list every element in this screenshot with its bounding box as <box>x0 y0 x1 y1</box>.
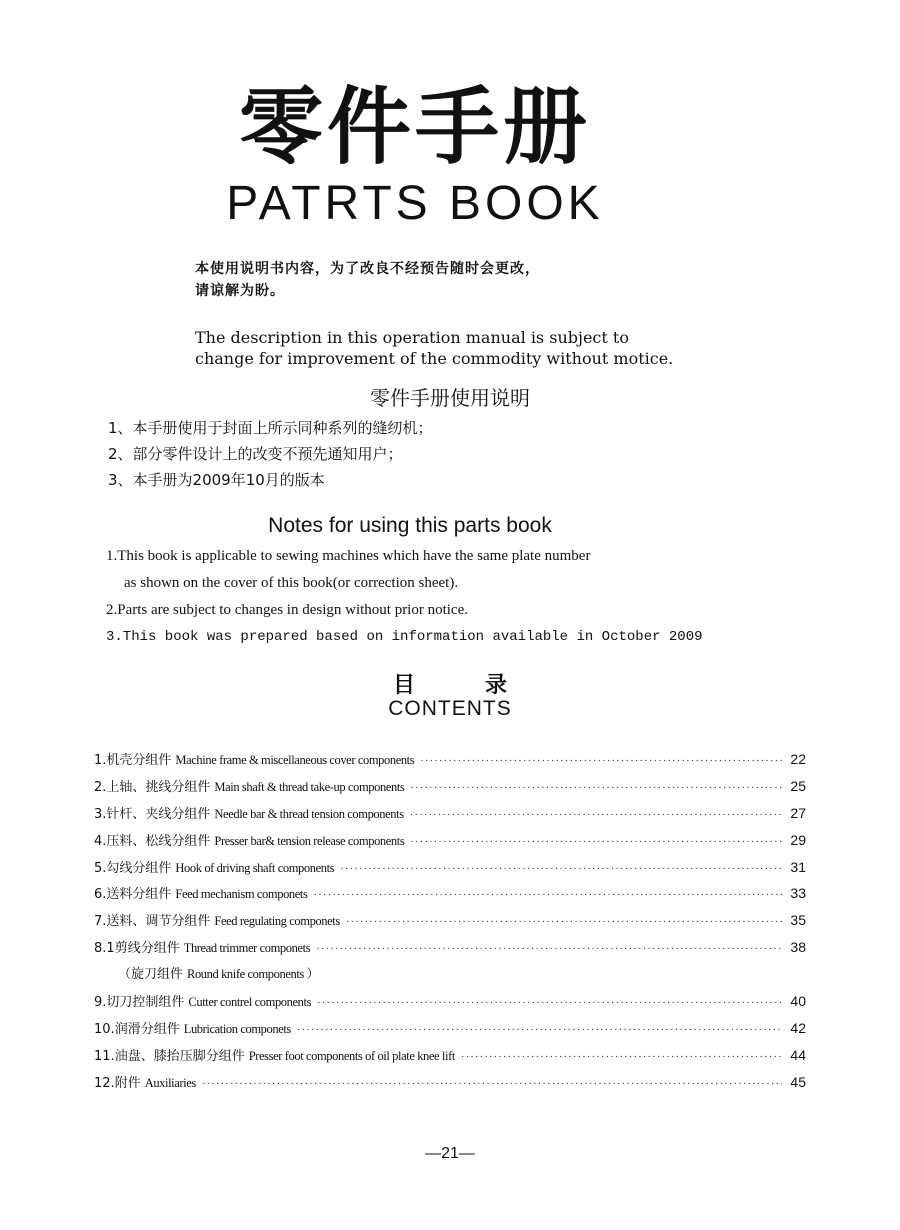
toc-entry[interactable] <box>94 1015 806 1042</box>
notes-heading-english: Notes for using this parts book <box>268 514 552 537</box>
toc-entry-title-cn: （旋刀组件 <box>118 967 184 983</box>
toc-entry-number: 8.1 <box>94 941 115 957</box>
toc-entry-number: 4. <box>94 833 107 849</box>
toc-leader-dots <box>313 882 782 909</box>
list-item: 2、部分零件设计上的改变不预先通知用户； <box>108 445 403 463</box>
notice-chinese <box>195 258 715 302</box>
toc-entry-number: 7. <box>94 914 107 930</box>
toc-entry-title-en: Needle bar & thread tension components <box>214 806 404 821</box>
toc-entry-title-cn: 切刀控制组件 <box>106 995 185 1011</box>
toc-entry-number: 6. <box>94 887 107 903</box>
toc-entry[interactable] <box>94 907 806 934</box>
toc-entry-page: 27 <box>790 804 806 821</box>
toc-entry-page: 29 <box>790 831 806 848</box>
contents-heading-char: 目 <box>392 673 415 698</box>
toc-entry-number: 10. <box>94 1021 115 1037</box>
contents-heading-chinese <box>0 668 900 699</box>
list-item: 3.This book was prepared based on information available in October 2009 <box>106 629 703 645</box>
toc-entry-title-en: Presser foot components of oil plate knee lift <box>248 1048 455 1063</box>
toc-entry-page: 45 <box>790 1073 806 1090</box>
toc-entry-title-cn: 勾线分组件 <box>106 860 172 876</box>
toc-entry-number: 5. <box>94 860 107 876</box>
list-item: 2.Parts are subject to changes in design without prior notice. <box>106 602 468 618</box>
toc-entry[interactable] <box>94 773 806 800</box>
toc-entry-number: 11. <box>94 1048 115 1064</box>
toc-entry-title-cn: 送料分组件 <box>106 887 172 903</box>
toc-entry-title-cn: 附件 <box>114 1075 141 1091</box>
toc-entry-page: 31 <box>790 858 806 875</box>
toc-entry-page: 44 <box>790 1046 806 1063</box>
toc-entry-title-en: Feed regulating componets <box>214 914 340 929</box>
toc-leader-dots <box>340 856 782 883</box>
table-of-contents <box>94 746 806 1096</box>
list-item-continuation: as shown on the cover of this book(or correction sheet). <box>124 575 459 591</box>
toc-entry[interactable] <box>94 1042 806 1069</box>
toc-entry-page: 22 <box>790 751 806 767</box>
toc-entry-page: 33 <box>790 885 806 902</box>
toc-entry-page: 25 <box>790 777 806 794</box>
list-item: 1.This book is applicable to sewing machines which have the same plate number <box>106 548 591 564</box>
toc-leader-dots <box>410 802 782 829</box>
toc-leader-dots <box>420 748 782 775</box>
toc-entry[interactable] <box>94 746 806 773</box>
toc-entry-title-en: Cutter contrel components <box>188 995 312 1010</box>
toc-entry-number: 12. <box>94 1075 115 1091</box>
notice-english-line: The description in this operation manual is subject to <box>195 328 629 347</box>
toc-entry-page: 38 <box>790 939 806 956</box>
toc-entry-title-cn: 机壳分组件 <box>106 753 172 768</box>
toc-entry[interactable] <box>94 934 806 961</box>
toc-entry-number: 1. <box>94 753 107 768</box>
toc-entry-page: 40 <box>790 993 806 1010</box>
contents-heading-english: CONTENTS <box>388 697 512 720</box>
list-item: 1、本手册使用于封面上所示同种系列的缝纫机； <box>108 419 433 437</box>
toc-entry-title-cn: 针杆、夹线分组件 <box>106 806 211 822</box>
toc-entry-number: 9. <box>94 995 107 1011</box>
toc-entry[interactable] <box>94 827 806 854</box>
toc-leader-dots <box>316 936 782 963</box>
toc-entry-title-en: Auxiliaries <box>144 1075 196 1090</box>
toc-entry-title-en: Main shaft & thread take-up components <box>214 779 405 794</box>
toc-entry-title-cn: 润滑分组件 <box>114 1021 180 1037</box>
toc-entry-title-en: Feed mechanism componets <box>175 887 308 902</box>
toc-leader-dots <box>410 775 782 802</box>
toc-entry[interactable] <box>94 854 806 881</box>
notice-english-line: change for improvement of the commodity without motice. <box>195 349 674 368</box>
notes-list-english <box>106 543 806 651</box>
toc-entry[interactable] <box>94 800 806 827</box>
toc-leader-dots <box>317 990 782 1017</box>
toc-entry[interactable] <box>94 1069 806 1096</box>
toc-entry-page: 35 <box>790 912 806 929</box>
title-chinese: 零件手册 <box>238 78 591 176</box>
toc-leader-dots <box>202 1071 782 1098</box>
toc-entry-number: 2. <box>94 779 107 795</box>
toc-entry-title-en: Presser bar& tension release components <box>214 833 405 848</box>
toc-entry-title-en: Machine frame & miscellaneous cover components <box>175 753 415 767</box>
toc-leader-dots <box>461 1044 782 1071</box>
usage-heading-chinese: 零件手册使用说明 <box>370 386 530 410</box>
toc-leader-dots <box>346 909 782 936</box>
toc-leader-dots <box>410 829 782 856</box>
toc-entry-title-cn: 送料、调节分组件 <box>106 914 211 930</box>
toc-entry-title-en: Thread trimmer componets <box>183 941 311 956</box>
toc-entry-title-cn: 剪线分组件 <box>114 941 180 957</box>
toc-entry-title-en: Lubrication componets <box>183 1021 291 1036</box>
toc-entry[interactable] <box>94 880 806 907</box>
contents-heading-char: 录 <box>485 673 508 698</box>
title-english: PATRTS BOOK <box>226 177 604 230</box>
toc-entry[interactable] <box>94 988 806 1015</box>
toc-entry-title-cn: 油盘、膝抬压脚分组件 <box>114 1048 245 1064</box>
notice-english <box>195 327 755 369</box>
list-item: 3、本手册为2009年10月的版本 <box>108 471 325 489</box>
toc-entry-number: 3. <box>94 806 107 822</box>
page-number: —21— <box>425 1145 475 1162</box>
toc-entry-page: 42 <box>790 1019 806 1036</box>
usage-list-chinese <box>108 415 433 493</box>
toc-entry-title-cn: 压料、松线分组件 <box>106 833 211 849</box>
toc-leader-dots <box>297 1017 782 1044</box>
notice-chinese-line: 请谅解为盼。 <box>195 283 285 299</box>
notice-chinese-line: 本使用说明书内容，为了改良不经预告随时会更改， <box>195 261 540 277</box>
toc-entry-title-en: Round knife components ） <box>187 967 319 982</box>
toc-entry-title-en: Hook of driving shaft components <box>175 860 335 875</box>
toc-entry-title-cn: 上轴、挑线分组件 <box>106 779 211 795</box>
toc-sub-entry[interactable] <box>94 961 806 988</box>
